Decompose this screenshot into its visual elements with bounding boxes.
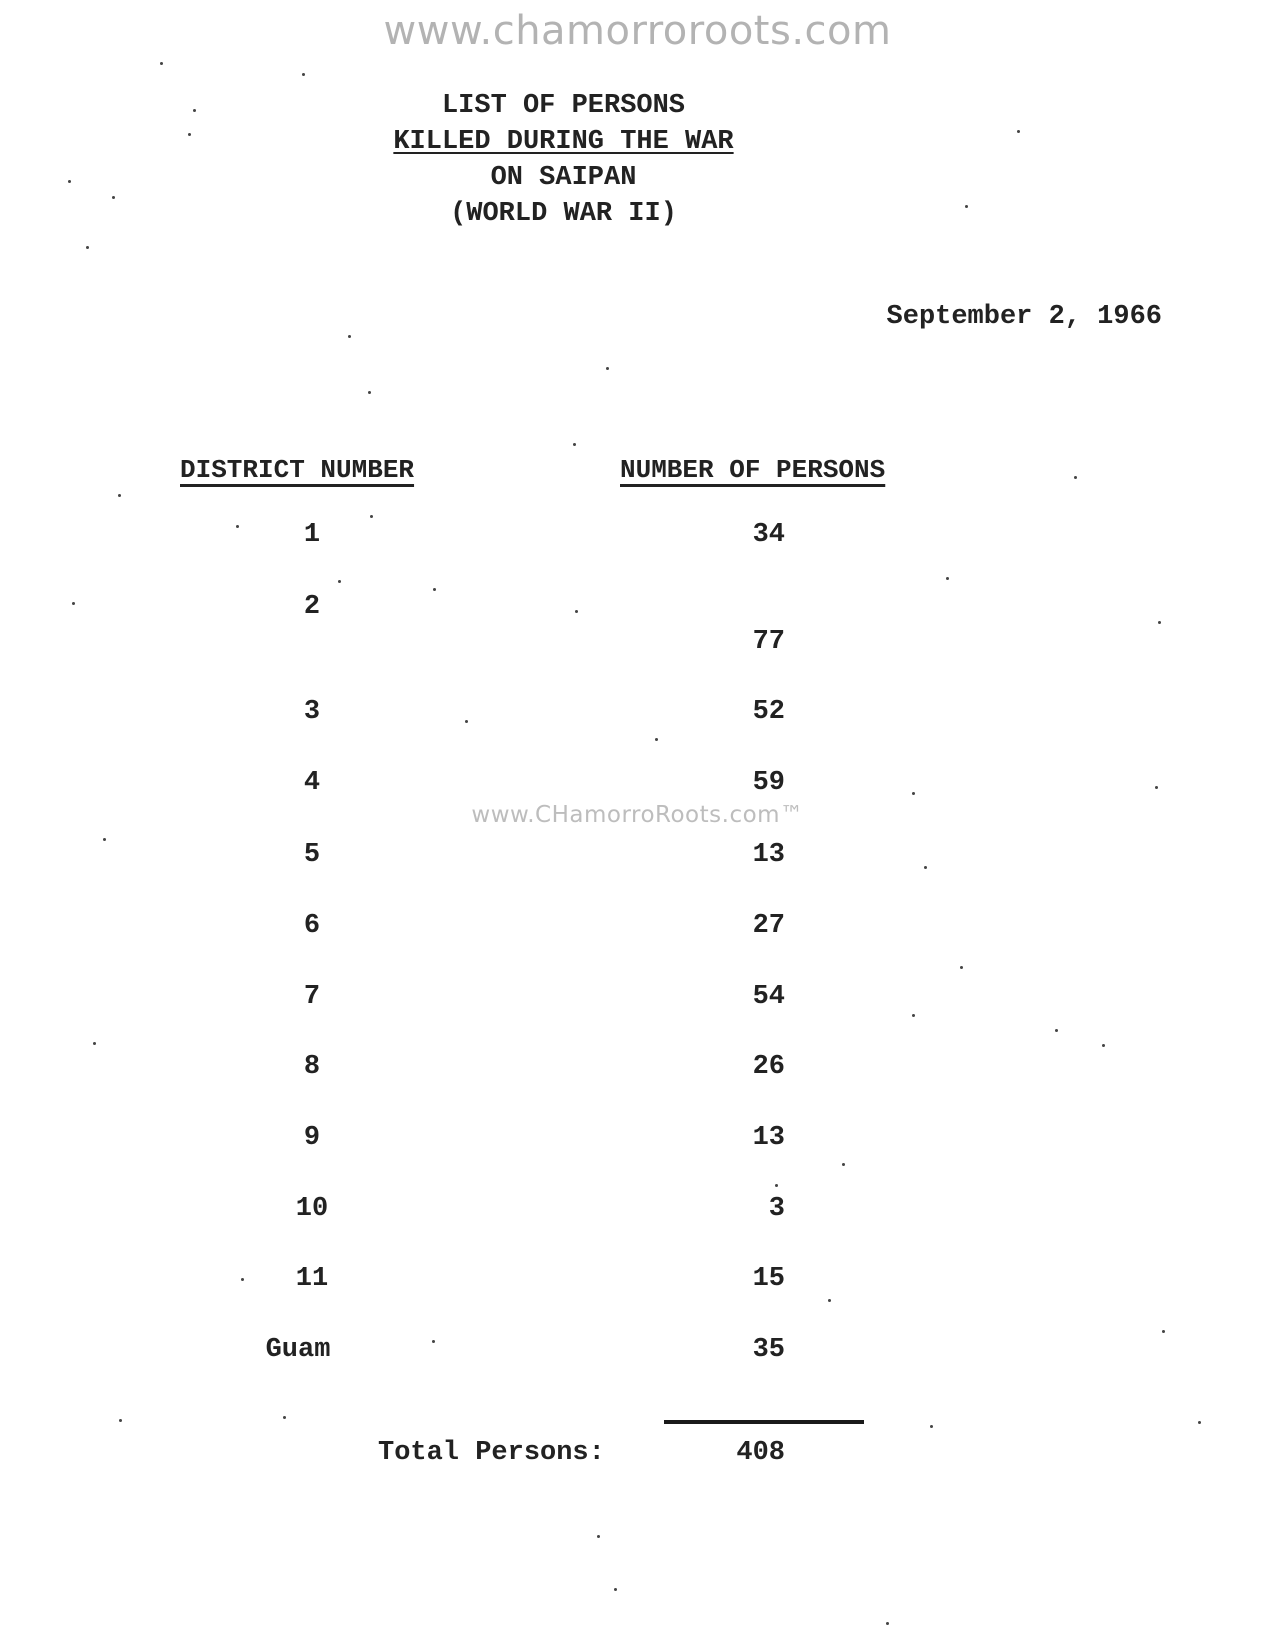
total-label: Total Persons: xyxy=(378,1438,605,1468)
scan-speck xyxy=(283,1416,286,1419)
scan-speck xyxy=(68,180,71,183)
scan-speck xyxy=(912,792,915,795)
column-header-persons: NUMBER OF PERSONS xyxy=(620,455,886,485)
scan-speck xyxy=(432,1340,435,1343)
scan-speck xyxy=(614,1588,617,1591)
scan-speck xyxy=(930,1425,933,1428)
district-cell: 7 xyxy=(303,982,321,1012)
scan-speck xyxy=(241,1278,244,1281)
scan-speck xyxy=(573,443,576,446)
district-cell: 4 xyxy=(303,768,321,798)
scan-speck xyxy=(828,1299,831,1302)
count-cell: 13 xyxy=(752,840,785,870)
district-cell: 9 xyxy=(303,1123,321,1153)
scan-speck xyxy=(93,1042,96,1045)
district-cell: 2 xyxy=(303,592,321,622)
scan-speck xyxy=(655,738,658,741)
scan-speck xyxy=(302,73,305,76)
scan-speck xyxy=(965,205,968,208)
scan-speck xyxy=(188,133,191,136)
scan-speck xyxy=(946,577,949,580)
count-cell: 52 xyxy=(752,697,785,727)
scan-speck xyxy=(960,966,963,969)
count-cell: 34 xyxy=(752,520,785,550)
document-title xyxy=(0,88,1127,232)
scan-speck xyxy=(775,1184,778,1187)
scan-speck xyxy=(368,391,371,394)
scan-speck xyxy=(1017,130,1020,133)
scan-speck xyxy=(236,525,239,528)
count-cell: 3 xyxy=(768,1194,785,1224)
watermark-top: www.chamorroroots.com xyxy=(383,8,892,54)
count-cell: 54 xyxy=(752,982,785,1012)
scan-speck xyxy=(86,246,89,249)
total-value: 408 xyxy=(736,1438,785,1468)
sum-rule xyxy=(664,1420,864,1424)
district-cell: 11 xyxy=(295,1264,329,1294)
watermark-middle: www.CHamorroRoots.com™ xyxy=(471,802,804,828)
district-cell: 3 xyxy=(303,697,321,727)
scan-speck xyxy=(597,1535,600,1538)
title-line-1: LIST OF PERSONS xyxy=(441,91,686,121)
district-cell: 5 xyxy=(303,840,321,870)
scan-speck xyxy=(338,580,341,583)
count-cell: 77 xyxy=(752,627,785,657)
scan-speck xyxy=(912,1014,915,1017)
scan-speck xyxy=(112,196,115,199)
district-cell: 1 xyxy=(303,520,321,550)
title-line-4: (WORLD WAR II) xyxy=(450,199,677,229)
scan-speck xyxy=(160,62,163,65)
scan-speck xyxy=(924,866,927,869)
document-date: September 2, 1966 xyxy=(886,302,1162,332)
count-cell: 27 xyxy=(752,911,785,941)
count-cell: 15 xyxy=(752,1264,785,1294)
scan-speck xyxy=(1102,1044,1105,1047)
district-cell: 10 xyxy=(295,1194,329,1224)
scan-speck xyxy=(1158,621,1161,624)
scan-speck xyxy=(433,588,436,591)
scan-speck xyxy=(1074,476,1077,479)
scan-speck xyxy=(1198,1421,1201,1424)
scan-speck xyxy=(193,109,196,112)
count-cell: 59 xyxy=(752,768,785,798)
district-cell: 8 xyxy=(303,1052,321,1082)
scan-speck xyxy=(370,515,373,518)
title-line-3: ON SAIPAN xyxy=(490,163,637,193)
scan-speck xyxy=(575,610,578,613)
scan-speck xyxy=(1162,1330,1165,1333)
scan-speck xyxy=(606,367,609,370)
count-cell: 13 xyxy=(752,1123,785,1153)
scan-speck xyxy=(1055,1029,1058,1032)
scan-speck xyxy=(72,602,75,605)
scan-speck xyxy=(103,838,106,841)
scan-speck xyxy=(1155,786,1158,789)
scan-speck xyxy=(348,335,351,338)
scan-speck xyxy=(842,1163,845,1166)
scan-speck xyxy=(465,720,468,723)
district-cell: Guam xyxy=(265,1335,331,1365)
column-header-district: DISTRICT NUMBER xyxy=(180,455,415,485)
count-cell: 26 xyxy=(752,1052,785,1082)
title-line-2: KILLED DURING THE WAR xyxy=(393,127,734,157)
scan-speck xyxy=(119,1419,122,1422)
scan-speck xyxy=(118,494,121,497)
scan-speck xyxy=(886,1622,889,1625)
district-cell: 6 xyxy=(303,911,321,941)
count-cell: 35 xyxy=(752,1335,785,1365)
